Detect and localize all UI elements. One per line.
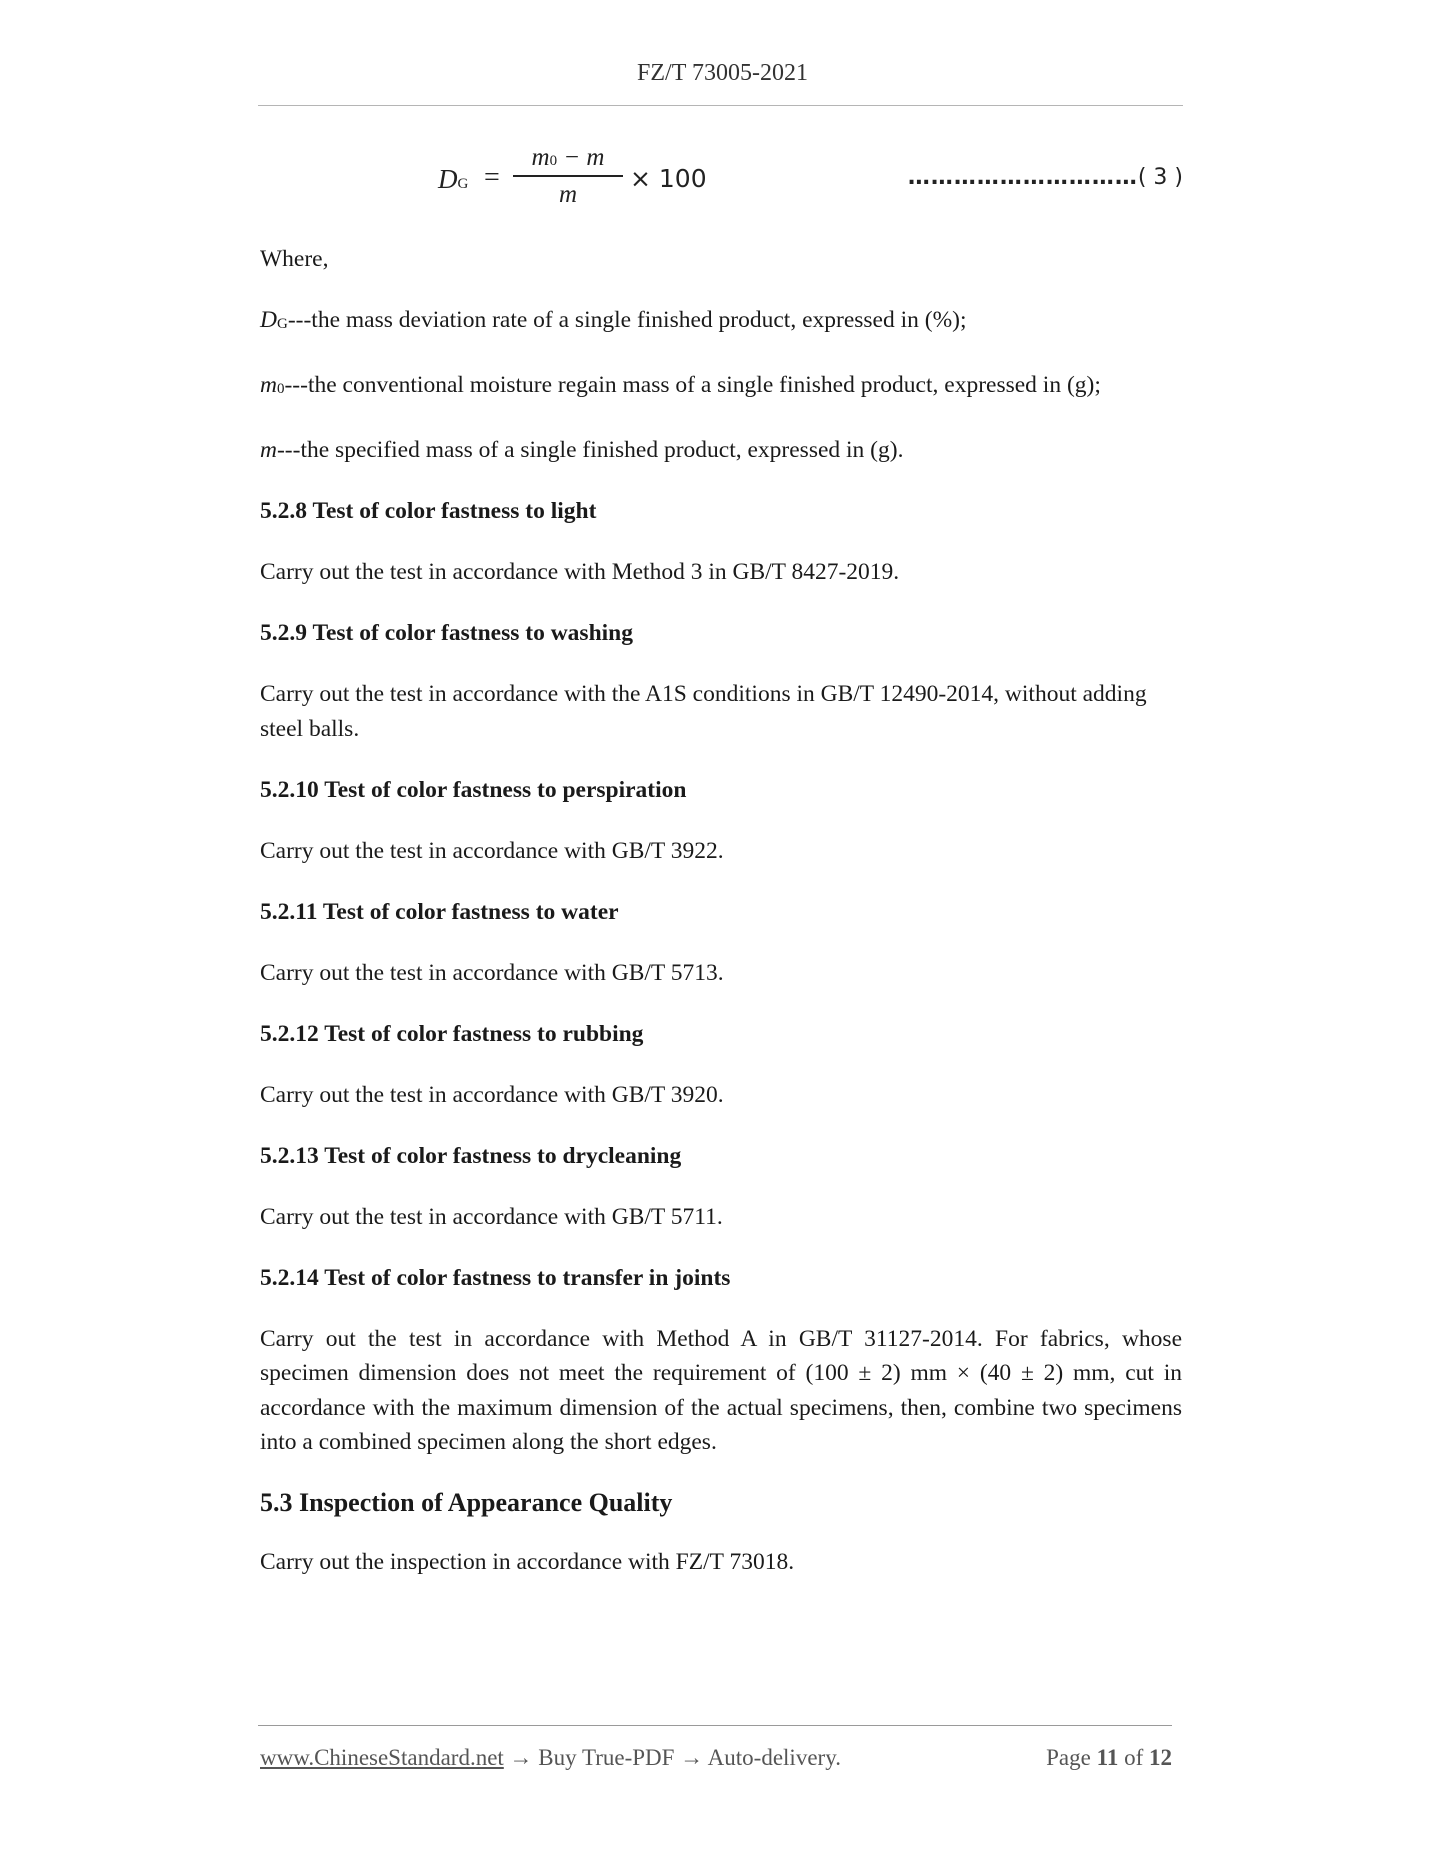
def-m-text: ---the specified mass of a single finished product, expressed in (g). xyxy=(276,437,904,463)
section-text-5-2-14: Carry out the test in accordance with Method A in GB/T 31127-2014. For fabrics, whose specimen dimension does not meet the requirement of (100 ± 2) mm × (40 ± 2) mm, cut in accordance with the maximum dimension of the actual specimens, then, combine two specimens into a combined specimen along the short edges. xyxy=(260,1325,1182,1455)
section-heading-5-2-10: 5.2.10 Test of color fastness to perspiration xyxy=(260,776,687,803)
footer-arrow-2: → xyxy=(674,1745,708,1770)
section-heading-5-2-12: 5.2.12 Test of color fastness to rubbing xyxy=(260,1020,644,1047)
def-m0-text: ---the conventional moisture regain mass of a single finished product, expressed in (g); xyxy=(284,372,1101,398)
where-label: Where, xyxy=(260,246,329,272)
equation-leader-dots: ………………………… xyxy=(907,165,1138,190)
section-heading-5-2-8: 5.2.8 Test of color fastness to light xyxy=(260,498,597,524)
document-code-header: FZ/T 73005-2021 xyxy=(637,60,808,86)
section-text-5-2-13: Carry out the test in accordance with GB/T 5711. xyxy=(260,1203,723,1230)
document-body xyxy=(260,242,1182,1606)
page-footer xyxy=(260,1745,1172,1771)
section-text-5-2-11: Carry out the test in accordance with GB/T 5713. xyxy=(260,959,724,986)
formula-times-100: × 100 xyxy=(630,164,707,193)
section-text-5-2-12: Carry out the test in accordance with GB/T 3920. xyxy=(260,1081,724,1108)
definition-m0 xyxy=(260,368,1182,407)
def-dg-text: ---the mass deviation rate of a single finished product, expressed in (%); xyxy=(287,307,967,333)
def-m0-symbol: m xyxy=(260,372,277,398)
formula-lhs xyxy=(438,164,468,195)
formula-fraction xyxy=(513,144,623,209)
formula-num-m0: m xyxy=(531,144,550,171)
section-text-5-2-9: Carry out the test in accordance with the A1S conditions in GB/T 12490-2014, without adding steel balls. xyxy=(260,681,1147,742)
section-text-5-2-10: Carry out the test in accordance with GB/T 3922. xyxy=(260,837,724,864)
page-indicator xyxy=(1046,1745,1172,1771)
buy-true-pdf-text: Buy True-PDF xyxy=(538,1745,675,1770)
fraction-bar xyxy=(513,175,623,177)
section-heading-5-2-11: 5.2.11 Test of color fastness to water xyxy=(260,898,619,925)
equation-number-label: ( 3 ) xyxy=(1137,165,1183,190)
section-heading-5-2-14: 5.2.14 Test of color fastness to transfer in joints xyxy=(260,1264,731,1291)
current-page-number: 11 xyxy=(1096,1745,1119,1770)
definition-dg xyxy=(260,303,1182,342)
formula-denominator: m xyxy=(558,180,578,208)
header-divider xyxy=(258,105,1183,106)
formula-numerator xyxy=(513,144,623,172)
footer-divider xyxy=(258,1725,1172,1726)
formula-equals: = xyxy=(484,162,500,193)
definition-m xyxy=(260,433,1182,468)
section-text-5-3: Carry out the inspection in accordance with FZ/T 73018. xyxy=(260,1548,795,1575)
total-page-number: 12 xyxy=(1149,1745,1172,1770)
def-m0-subscript: 0 xyxy=(276,381,285,397)
formula-num-rest: − m xyxy=(557,144,605,171)
def-dg-subscript: G xyxy=(276,316,288,332)
def-m-symbol: m xyxy=(260,437,277,463)
section-heading-5-2-9: 5.2.9 Test of color fastness to washing xyxy=(260,620,633,646)
equation-number xyxy=(908,165,1183,190)
section-heading-5-2-13: 5.2.13 Test of color fastness to drycleaning xyxy=(260,1142,682,1169)
auto-delivery-text: Auto-delivery. xyxy=(707,1745,841,1770)
chinesestandard-link[interactable]: www.ChineseStandard.net xyxy=(260,1745,504,1770)
def-dg-symbol: D xyxy=(260,307,277,333)
formula-lhs-subscript: G xyxy=(457,176,469,192)
of-word: of xyxy=(1124,1745,1144,1770)
formula-num-m0-sub: 0 xyxy=(549,153,558,169)
formula-lhs-symbol: D xyxy=(438,164,458,194)
section-text-5-2-8: Carry out the test in accordance with Method 3 in GB/T 8427-2019. xyxy=(260,559,900,585)
footer-arrow-1: → xyxy=(503,1745,539,1770)
page-word: Page xyxy=(1046,1745,1091,1770)
section-heading-5-3: 5.3 Inspection of Appearance Quality xyxy=(260,1488,673,1517)
